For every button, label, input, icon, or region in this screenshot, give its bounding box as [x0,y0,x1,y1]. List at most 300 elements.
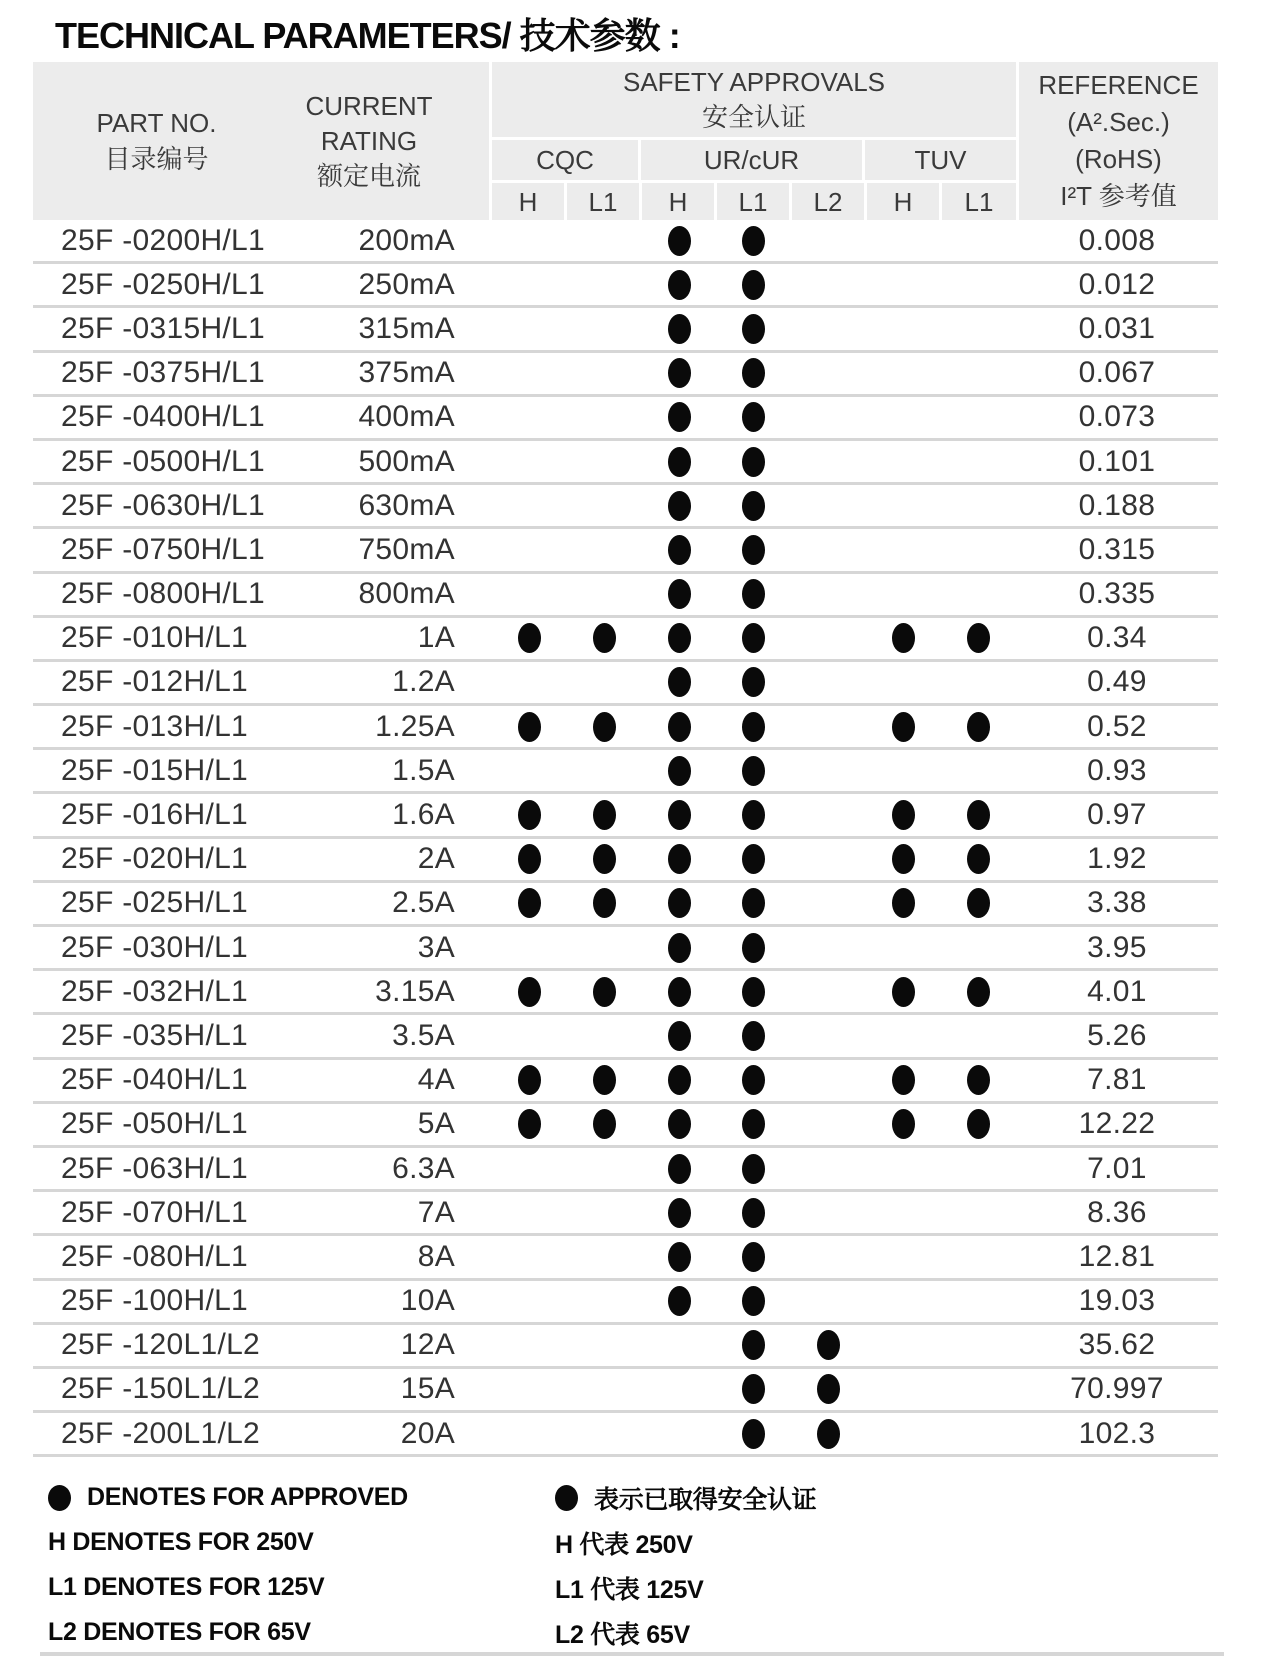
agency-tuv-label: TUV [914,145,967,175]
header-reference [1019,62,1218,220]
approval-cell [642,529,717,570]
approval-cell [791,441,866,482]
approval-cell [567,574,642,615]
approval-cell [791,927,866,968]
bottom-divider [40,1652,1224,1656]
approved-dot-icon [742,800,765,830]
approval-cell [941,441,1016,482]
reference-value-cell: 0.52 [1087,709,1147,743]
approval-cell [866,220,941,261]
table-row [33,662,1218,706]
approval-cell [791,1236,866,1277]
reference-value-cell: 0.101 [1078,444,1156,478]
approval-cell [492,1192,567,1233]
current-rating-cell: 1A [417,621,455,655]
approval-cell [717,441,792,482]
table-row [33,883,1218,927]
approved-dot-icon [668,1021,691,1051]
part-no-label-en: PART NO. [96,108,217,138]
approval-cell [492,1325,567,1366]
reference-value-cell: 19.03 [1078,1284,1156,1318]
approved-dot-icon [668,1242,691,1272]
part-no-cell: 25F -035H/L1 [61,1018,249,1052]
approval-cell [492,529,567,570]
reference-label-line2: (A².Sec.) [1067,107,1170,137]
part-no-cell: 25F -0375H/L1 [61,356,266,390]
approval-cell [866,971,941,1012]
legend-row-h [48,1520,1228,1565]
reference-value-cell: 0.073 [1078,400,1156,434]
approval-cell [567,308,642,349]
approved-dot-icon [892,623,915,653]
approval-cell [567,441,642,482]
safety-approvals-label-en: SAFETY APPROVALS [622,66,886,97]
approved-dot-icon [668,667,691,697]
current-rating-cell: 8A [417,1239,455,1273]
approval-cell [567,750,642,791]
approval-cell [492,1236,567,1277]
approval-cell [567,1369,642,1410]
approved-dot-icon [668,535,691,565]
table-row [33,1236,1218,1280]
approval-cell [567,1148,642,1189]
current-rating-cell: 315mA [358,311,455,345]
reference-value-cell: 12.81 [1078,1239,1156,1273]
approval-cell [866,839,941,880]
approval-cell [791,1060,866,1101]
approval-cell [492,1369,567,1410]
approved-dot-icon [593,844,616,874]
approval-cell [717,1192,792,1233]
approval-cell [492,485,567,526]
approval-cell [866,1104,941,1145]
agency-ur-cur-label: UR/cUR [703,145,800,175]
voltage-col-label: H [518,186,538,217]
approval-cell [866,529,941,570]
approval-cell [717,1060,792,1101]
approval-cell [717,574,792,615]
approved-dot-icon [742,756,765,786]
reference-value-cell: 0.49 [1087,665,1147,699]
approved-dot-icon [967,1109,990,1139]
page-title: TECHNICAL PARAMETERS/ 技术参数 : [55,15,680,56]
approval-cell [717,220,792,261]
approval-cell [717,1325,792,1366]
approved-dot-icon [892,888,915,918]
legend [48,1475,1228,1655]
header-current-rating [263,62,475,220]
approval-cell [941,1413,1016,1454]
approval-cell [567,662,642,703]
approved-dot-icon [742,535,765,565]
approved-dot-icon [892,800,915,830]
approval-cell [717,1236,792,1277]
approved-dot-icon [593,1109,616,1139]
approval-cell [866,1413,941,1454]
reference-value-cell: 0.315 [1078,532,1156,566]
table-row [33,1369,1218,1413]
table-row [33,397,1218,441]
approval-cell [642,618,717,659]
approval-cell [492,750,567,791]
current-rating-cell: 1.25A [375,709,455,743]
current-rating-cell: 375mA [358,356,455,390]
approved-dot-icon [967,800,990,830]
current-rating-cell: 2A [417,842,455,876]
approved-dot-icon [668,270,691,300]
reference-value-cell: 0.34 [1087,621,1147,655]
approval-cell [567,839,642,880]
approved-dot-icon [742,1286,765,1316]
approval-cell [567,1060,642,1101]
approval-cell [941,529,1016,570]
table-row [33,839,1218,883]
approval-cell [941,971,1016,1012]
approval-cell [866,1281,941,1322]
approval-cell [642,1369,717,1410]
approval-cell [492,574,567,615]
approval-cell [791,220,866,261]
table-row [33,485,1218,529]
approval-cell [492,264,567,305]
approval-cell [866,441,941,482]
legend-approved-zh [555,1480,1228,1516]
approved-dot-icon [742,1198,765,1228]
current-rating-cell: 3.15A [375,974,455,1008]
approval-cell [866,574,941,615]
approval-cell [642,1413,717,1454]
approval-cell [642,1281,717,1322]
part-no-cell: 25F -030H/L1 [61,930,249,964]
approved-dot-icon [742,712,765,742]
part-no-cell: 25F -070H/L1 [61,1195,249,1229]
reference-value-cell: 3.95 [1087,930,1147,964]
approval-cell [717,1015,792,1056]
approved-dot-icon [742,844,765,874]
approval-cell [492,1413,567,1454]
approval-cell [492,794,567,835]
approved-dot-icon [668,1198,691,1228]
approval-cell [492,971,567,1012]
current-rating-cell: 1.5A [392,753,455,787]
approval-cell [791,1148,866,1189]
reference-value-cell: 0.012 [1078,267,1156,301]
approval-cell [941,1369,1016,1410]
approval-cell [567,883,642,924]
reference-value-cell: 35.62 [1078,1328,1156,1362]
reference-value-cell: 0.93 [1087,753,1147,787]
approval-cell [941,1148,1016,1189]
approval-cell [642,839,717,880]
voltage-col-label: L1 [964,186,994,217]
approved-dot-icon [742,402,765,432]
reference-value-cell: 7.81 [1087,1063,1147,1097]
approval-cell [492,706,567,747]
approval-cell [642,706,717,747]
header-voltage-ur-l1 [717,183,789,220]
approved-dot-icon [742,270,765,300]
approval-cell [941,1060,1016,1101]
current-rating-cell: 3.5A [392,1018,455,1052]
header-agency-ur-cur [641,140,862,180]
approved-dot-icon [742,447,765,477]
approval-cell [866,1192,941,1233]
approved-dot-icon [668,579,691,609]
approval-cell [941,706,1016,747]
approval-cell [492,662,567,703]
table-row [33,353,1218,397]
approval-cell [567,1325,642,1366]
approved-dot-icon [518,888,541,918]
approved-dot-icon [668,1065,691,1095]
approval-cell [717,1148,792,1189]
approval-cell [941,1015,1016,1056]
current-rating-cell: 800mA [358,577,455,611]
approval-cell [567,1015,642,1056]
current-rating-cell: 12A [400,1328,455,1362]
approved-dot-icon [593,623,616,653]
approved-dot-icon [668,1109,691,1139]
approval-cell [567,220,642,261]
part-no-cell: 25F -012H/L1 [61,665,249,699]
approval-cell [567,927,642,968]
approval-cell [492,1015,567,1056]
approval-cell [642,883,717,924]
table-row [33,618,1218,662]
approval-cell [717,1413,792,1454]
voltage-col-label: L1 [738,186,768,217]
table-row [33,264,1218,308]
legend-approved-en-text: DENOTES FOR APPROVED [87,1483,408,1511]
approved-dot-icon [742,1419,765,1449]
approval-cell [717,883,792,924]
part-no-cell: 25F -100H/L1 [61,1284,249,1318]
approval-cell [567,264,642,305]
approved-dot-icon [967,623,990,653]
part-no-cell: 25F -0500H/L1 [61,444,266,478]
part-no-cell: 25F -020H/L1 [61,842,249,876]
table-row [33,441,1218,485]
approval-cell [866,1325,941,1366]
approval-cell [866,618,941,659]
approved-dot-icon [742,1242,765,1272]
approval-cell [642,1060,717,1101]
reference-value-cell: 5.26 [1087,1018,1147,1052]
approval-cell [941,839,1016,880]
reference-value-cell: 0.031 [1078,311,1156,345]
approval-cell [866,927,941,968]
current-rating-label-en1: CURRENT [305,90,433,121]
voltage-col-label: H [893,186,913,217]
approval-cell [642,308,717,349]
reference-value-cell: 8.36 [1087,1195,1147,1229]
approval-cell [642,441,717,482]
current-rating-label-zh: 额定电流 [316,160,421,191]
approved-dot-icon [817,1330,840,1360]
part-no-cell: 25F -150L1/L2 [61,1372,261,1406]
approval-cell [717,1104,792,1145]
part-no-cell: 25F -040H/L1 [61,1063,249,1097]
approved-dot-icon [742,1021,765,1051]
approved-dot-icon [742,667,765,697]
approval-cell [717,264,792,305]
legend-l1-en: L1 DENOTES FOR 125V [48,1573,325,1601]
approval-cell [941,308,1016,349]
approved-dot-icon [967,1065,990,1095]
approval-cell [492,353,567,394]
approval-cell [567,1236,642,1277]
approval-cell [492,927,567,968]
legend-l1-zh: L1 代表 125V [555,1575,704,1604]
approval-cell [941,574,1016,615]
approval-cell [717,1281,792,1322]
approval-cell [791,662,866,703]
approval-cell [866,264,941,305]
current-rating-cell: 7A [417,1195,455,1229]
approval-cell [642,220,717,261]
approval-cell [866,662,941,703]
current-rating-cell: 5A [417,1107,455,1141]
approval-cell [791,264,866,305]
approved-dot-icon [555,1485,578,1511]
approval-cell [642,574,717,615]
part-no-cell: 25F -025H/L1 [61,886,249,920]
approval-cell [791,1369,866,1410]
approved-dot-icon [593,1065,616,1095]
part-no-cell: 25F -010H/L1 [61,621,249,655]
approval-cell [941,1192,1016,1233]
header-part-no [33,62,280,220]
approved-dot-icon [668,358,691,388]
technical-parameters-table [33,62,1218,1457]
table-row [33,1413,1218,1457]
approval-cell [866,1236,941,1277]
approval-cell [941,353,1016,394]
part-no-cell: 25F -0250H/L1 [61,267,266,301]
approved-dot-icon [742,1374,765,1404]
approval-cell [791,1413,866,1454]
approval-cell [791,1015,866,1056]
approval-cell [642,353,717,394]
approved-dot-icon [742,314,765,344]
approval-cell [791,574,866,615]
approved-dot-icon [668,756,691,786]
approval-cell [492,441,567,482]
part-no-cell: 25F -0630H/L1 [61,488,266,522]
approved-dot-icon [742,888,765,918]
header-voltage-ur-l2 [792,183,864,220]
approved-dot-icon [817,1419,840,1449]
current-rating-label-en2: RATING [320,125,418,156]
approved-dot-icon [892,1109,915,1139]
reference-value-cell: 0.008 [1078,223,1156,257]
part-no-cell: 25F -080H/L1 [61,1239,249,1273]
approved-dot-icon [742,579,765,609]
approval-cell [567,971,642,1012]
approval-cell [717,308,792,349]
approval-cell [642,1015,717,1056]
table-row [33,971,1218,1015]
table-row [33,574,1218,618]
part-no-cell: 25F -015H/L1 [61,753,249,787]
approval-cell [717,662,792,703]
approved-dot-icon [518,712,541,742]
approval-cell [492,397,567,438]
approval-cell [866,883,941,924]
legend-l2-zh: L2 代表 65V [555,1620,690,1649]
approved-dot-icon [892,712,915,742]
reference-label-line1: REFERENCE [1038,70,1199,100]
current-rating-cell: 200mA [358,223,455,257]
approval-cell [642,397,717,438]
approval-cell [866,750,941,791]
approval-cell [642,971,717,1012]
approved-dot-icon [593,888,616,918]
table-row [33,927,1218,971]
legend-approved-en [48,1483,555,1512]
approval-cell [642,1148,717,1189]
part-no-cell: 25F -0200H/L1 [61,223,266,257]
current-rating-cell: 1.2A [392,665,455,699]
approved-dot-icon [593,977,616,1007]
approved-dot-icon [742,226,765,256]
approval-cell [791,883,866,924]
approved-dot-icon [742,1065,765,1095]
approval-cell [642,750,717,791]
current-rating-cell: 10A [400,1284,455,1318]
approval-cell [492,220,567,261]
approval-cell [791,1281,866,1322]
approval-cell [866,397,941,438]
approval-cell [941,662,1016,703]
approval-cell [717,529,792,570]
approved-dot-icon [668,447,691,477]
table-row [33,1104,1218,1148]
approval-cell [791,971,866,1012]
part-no-cell: 25F -200L1/L2 [61,1416,261,1450]
approval-cell [642,264,717,305]
part-no-cell: 25F -013H/L1 [61,709,249,743]
approved-dot-icon [518,1109,541,1139]
approval-cell [941,397,1016,438]
legend-row-l2 [48,1610,1228,1655]
approved-dot-icon [742,933,765,963]
table-row [33,308,1218,352]
approval-cell [866,706,941,747]
approved-dot-icon [668,314,691,344]
current-rating-cell: 750mA [358,532,455,566]
approval-cell [941,927,1016,968]
approval-cell [567,1192,642,1233]
approved-dot-icon [518,1065,541,1095]
current-rating-cell: 15A [400,1372,455,1406]
header-voltage-tuv-h [867,183,939,220]
approval-cell [941,1281,1016,1322]
approval-cell [642,927,717,968]
approval-cell [642,1192,717,1233]
current-rating-cell: 250mA [358,267,455,301]
approval-cell [717,618,792,659]
approval-cell [791,529,866,570]
table-row [33,1060,1218,1104]
legend-h-zh: H 代表 250V [555,1530,693,1559]
approval-cell [567,618,642,659]
table-row [33,220,1218,264]
current-rating-cell: 6.3A [392,1151,455,1185]
approval-cell [866,1060,941,1101]
approved-dot-icon [668,1154,691,1184]
approved-dot-icon [742,358,765,388]
